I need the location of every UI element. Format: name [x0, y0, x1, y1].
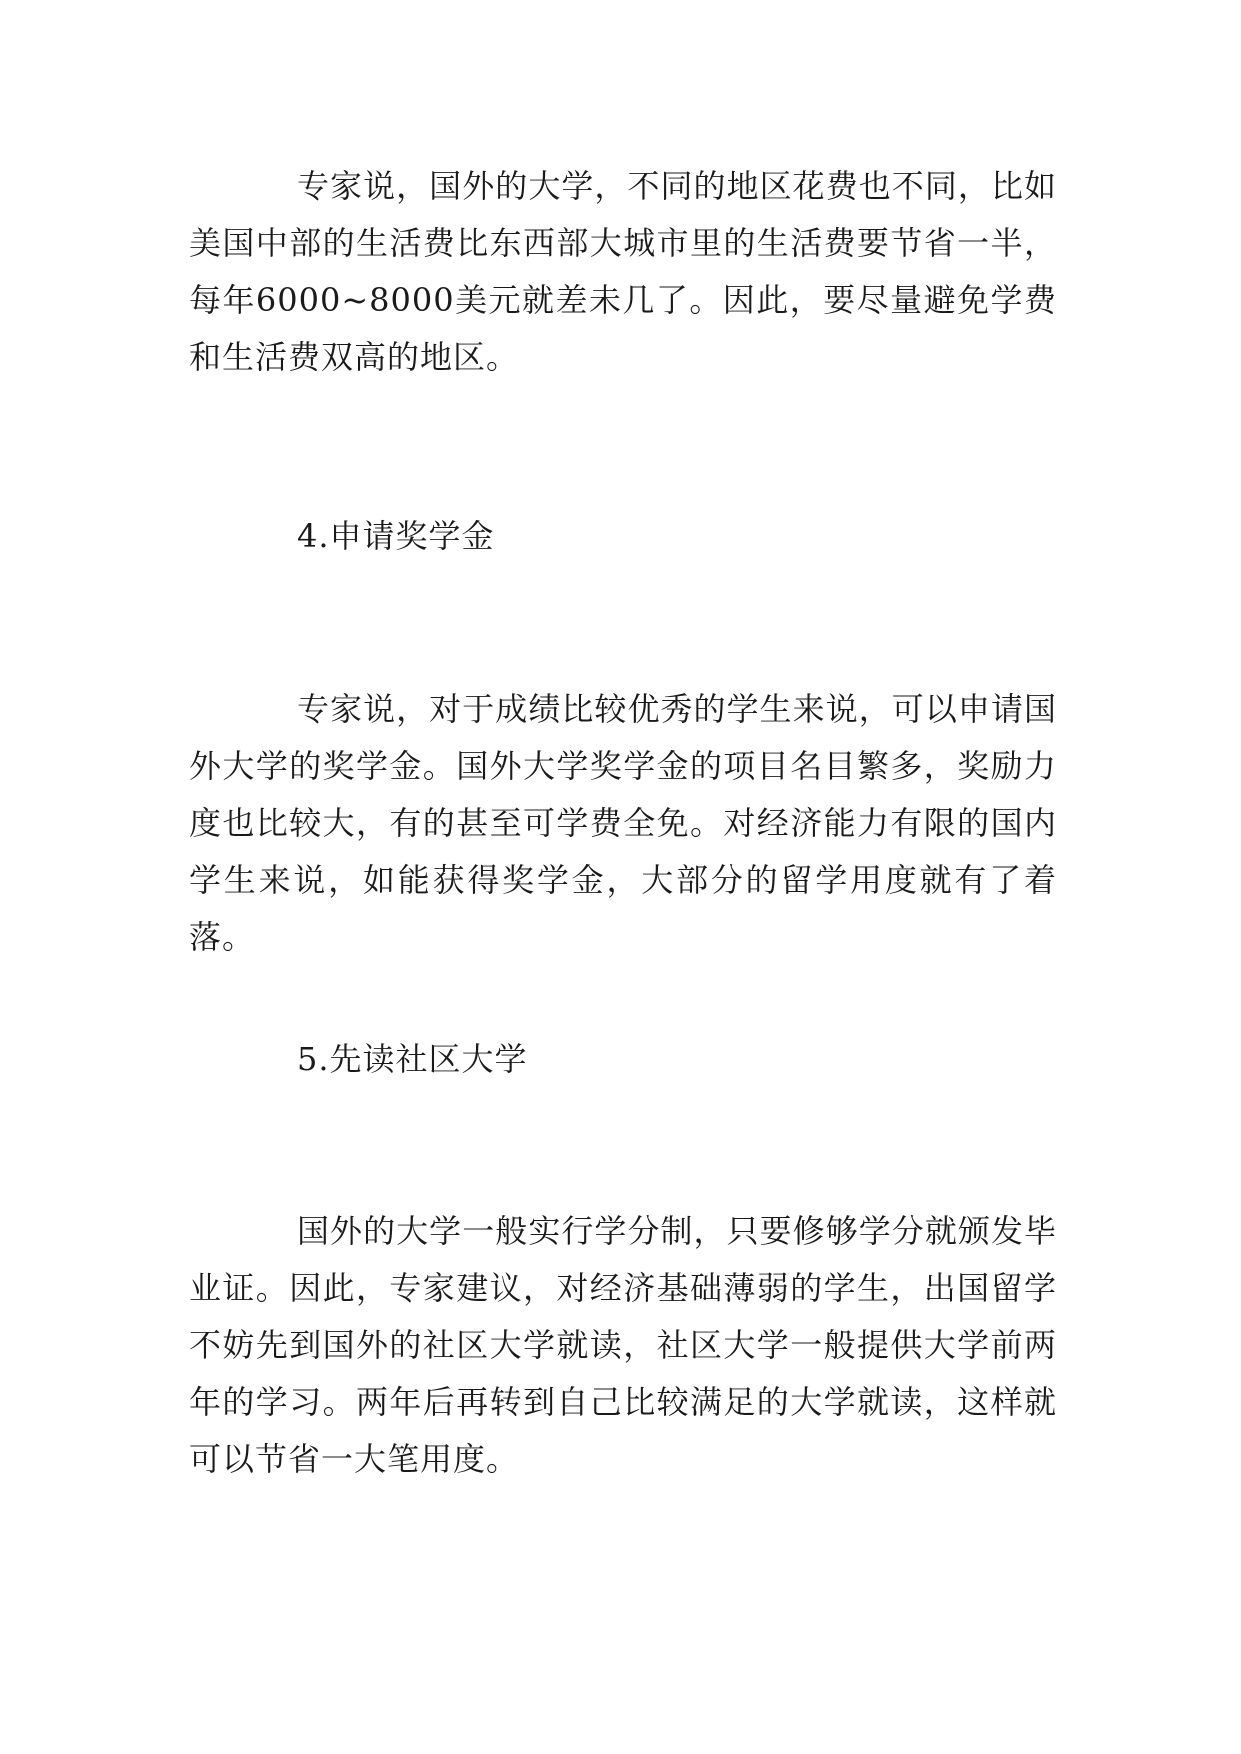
paragraph-scholarship: 专家说，对于成绩比较优秀的学生来说，可以申请国外大学的奖学金。国外大学奖学金的项目名目繁多，奖励力度也比较大，有的甚至可学费全免。对经济能力有限的国内学生来说，如能获得奖学金，大部分的留学用度就有了着落。	[189, 690, 1057, 956]
heading-community-college: 5.先读社区大学	[297, 1040, 528, 1078]
paragraph-community-college: 国外的大学一般实行学分制，只要修够学分就颁发毕业证。因此，专家建议，对经济基础薄弱的学生，出国留学不妨先到国外的社区大学就读，社区大学一般提供大学前两年的学习。两年后再转到自己比较满足的大学就读，这样就可以节省一大笔用度。	[189, 1212, 1057, 1478]
paragraph-living-costs: 专家说，国外的大学，不同的地区花费也不同，比如美国中部的生活费比东西部大城市里的生活费要节省一半，每年6000~8000美元就差未几了。因此，要尽量避免学费和生活费双高的地区。	[189, 167, 1057, 376]
heading-scholarship: 4.申请奖学金	[297, 517, 495, 555]
